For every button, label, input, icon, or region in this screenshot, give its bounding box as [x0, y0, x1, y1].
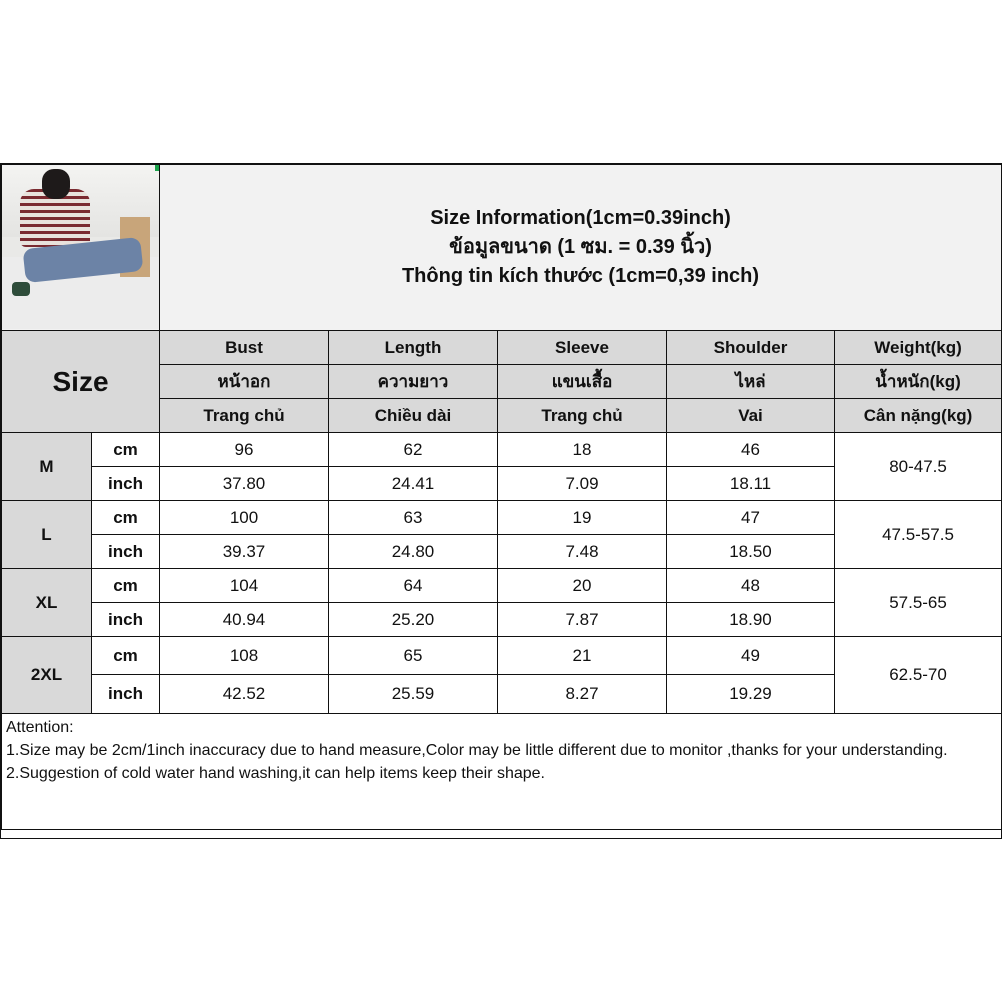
header-bust-th: หน้าอก	[160, 365, 329, 399]
header-shoulder-vi: Vai	[667, 399, 835, 433]
length-cm-value: 64	[329, 569, 498, 603]
size-m-label: M	[2, 433, 92, 501]
title-thai: ข้อมูลขนาด (1 ซม. = 0.39 นิ้ว)	[449, 236, 712, 258]
sleeve-inch-value: 7.87	[498, 603, 667, 637]
sleeve-cm-value: 18	[498, 433, 667, 467]
sleeve-cm-value: 20	[498, 569, 667, 603]
unit-inch: inch	[92, 535, 160, 569]
weight-value: 57.5-65	[835, 569, 1002, 637]
title-vietnamese: Thông tin kích thước (1cm=0,39 inch)	[401, 265, 760, 287]
header-sleeve-en: Sleeve	[498, 331, 667, 365]
size-l-label: L	[2, 501, 92, 569]
shoulder-inch-value: 18.11	[667, 467, 835, 501]
shoulder-inch-value: 18.50	[667, 535, 835, 569]
note-1: 1.Size may be 2cm/1inch inaccuracy due to hand measure,Color may be little different due to monitor ,thanks for your understanding.	[6, 742, 948, 759]
sleeve-cm-value: 19	[498, 501, 667, 535]
unit-cm: cm	[92, 501, 160, 535]
length-cm-value: 63	[329, 501, 498, 535]
weight-value: 47.5-57.5	[835, 501, 1002, 569]
weight-value: 62.5-70	[835, 637, 1002, 714]
header-weight-vi: Cân nặng(kg)	[835, 399, 1002, 433]
header-bust-en: Bust	[160, 331, 329, 365]
sleeve-cm-value: 21	[498, 637, 667, 675]
sleeve-inch-value: 7.09	[498, 467, 667, 501]
header-sleeve-vi: Trang chủ	[498, 399, 667, 433]
size-2xl-label: 2XL	[2, 637, 92, 714]
model-photo-image	[2, 167, 159, 329]
length-inch-value: 24.41	[329, 467, 498, 501]
header-shoulder-en: Shoulder	[667, 331, 835, 365]
unit-cm: cm	[92, 433, 160, 467]
size-table	[1, 164, 1002, 830]
product-photo	[2, 165, 160, 331]
size-chart	[0, 163, 1002, 839]
weight-value: 80-47.5	[835, 433, 1002, 501]
shoulder-inch-value: 19.29	[667, 675, 835, 714]
bust-inch-value: 39.37	[160, 535, 329, 569]
corner-marker-icon	[155, 165, 160, 171]
bust-cm-value: 104	[160, 569, 329, 603]
header-weight-th: น้ำหนัก(kg)	[835, 365, 1002, 399]
unit-cm: cm	[92, 569, 160, 603]
shoulder-cm-value: 46	[667, 433, 835, 467]
notes-heading: Attention:	[6, 719, 74, 736]
shoulder-cm-value: 47	[667, 501, 835, 535]
shoulder-cm-value: 49	[667, 637, 835, 675]
bust-cm-value: 96	[160, 433, 329, 467]
sleeve-inch-value: 7.48	[498, 535, 667, 569]
table-row	[2, 433, 1002, 467]
bust-inch-value: 37.80	[160, 467, 329, 501]
size-header: Size	[2, 331, 160, 433]
unit-inch: inch	[92, 603, 160, 637]
sleeve-inch-value: 8.27	[498, 675, 667, 714]
attention-notes	[2, 714, 1002, 830]
title-english: Size Information(1cm=0.39inch)	[430, 207, 731, 229]
size-xl-label: XL	[2, 569, 92, 637]
shoulder-cm-value: 48	[667, 569, 835, 603]
length-cm-value: 65	[329, 637, 498, 675]
length-inch-value: 24.80	[329, 535, 498, 569]
shoulder-inch-value: 18.90	[667, 603, 835, 637]
bust-cm-value: 108	[160, 637, 329, 675]
bust-inch-value: 42.52	[160, 675, 329, 714]
table-row	[2, 637, 1002, 675]
unit-inch: inch	[92, 467, 160, 501]
header-weight-en: Weight(kg)	[835, 331, 1002, 365]
bust-inch-value: 40.94	[160, 603, 329, 637]
header-length-vi: Chiều dài	[329, 399, 498, 433]
unit-cm: cm	[92, 637, 160, 675]
header-sleeve-th: แขนเสื้อ	[498, 365, 667, 399]
length-inch-value: 25.59	[329, 675, 498, 714]
length-inch-value: 25.20	[329, 603, 498, 637]
size-information-title	[160, 165, 1002, 331]
note-2: 2.Suggestion of cold water hand washing,it can help items keep their shape.	[6, 765, 545, 782]
header-length-th: ความยาว	[329, 365, 498, 399]
header-length-en: Length	[329, 331, 498, 365]
bust-cm-value: 100	[160, 501, 329, 535]
table-row	[2, 501, 1002, 535]
header-bust-vi: Trang chủ	[160, 399, 329, 433]
length-cm-value: 62	[329, 433, 498, 467]
header-shoulder-th: ไหล่	[667, 365, 835, 399]
table-row	[2, 569, 1002, 603]
unit-inch: inch	[92, 675, 160, 714]
